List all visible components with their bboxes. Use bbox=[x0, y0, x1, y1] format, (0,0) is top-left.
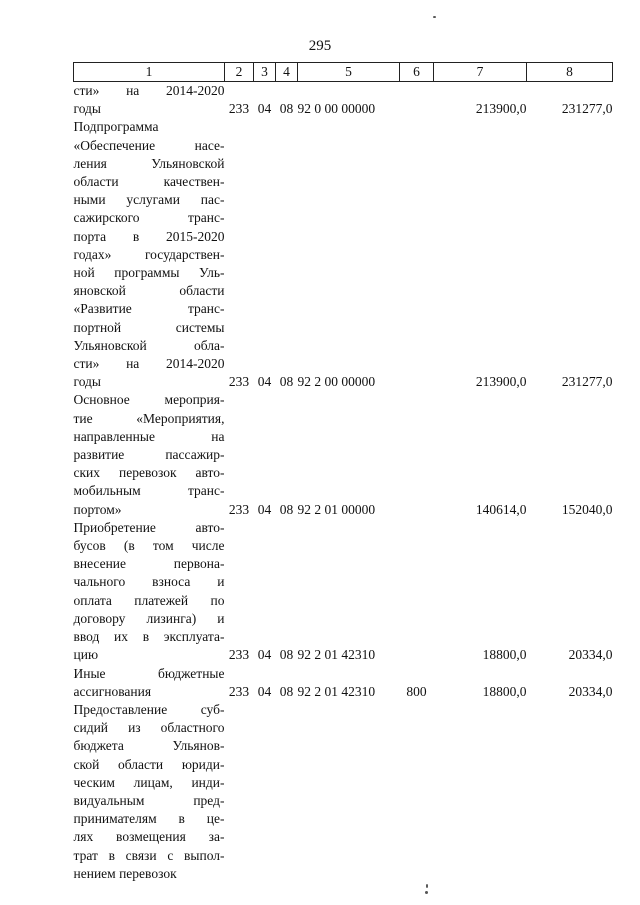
subsection-code-2: 08 bbox=[279, 501, 294, 517]
section-code: 233 bbox=[228, 374, 250, 390]
target-article-code: 92 2 01 00000 bbox=[297, 501, 376, 517]
subsection-code: 04 bbox=[257, 501, 272, 517]
subsection-code: 04 bbox=[257, 647, 272, 663]
row-description bbox=[74, 519, 225, 665]
row-description bbox=[74, 391, 225, 518]
description-line: Основное мероприя- bbox=[73, 392, 225, 408]
amount-year-1: 18800,0 bbox=[482, 683, 527, 699]
subsection-code bbox=[254, 701, 276, 883]
target-article-code bbox=[298, 701, 400, 883]
description-line: ских перевозок авто- bbox=[73, 465, 225, 481]
description-line: сти» на 2014-2020 bbox=[73, 356, 225, 372]
column-header: 5 bbox=[298, 63, 400, 82]
subsection-code: 04 bbox=[257, 374, 272, 390]
row-description bbox=[74, 82, 225, 119]
description-line: ческим лицам, инди- bbox=[73, 774, 225, 790]
description-line: Иные бюджетные bbox=[73, 665, 225, 681]
column-header-row bbox=[74, 63, 613, 82]
description-line: «Развитие транс- bbox=[73, 301, 225, 317]
expense-type-code bbox=[400, 118, 434, 391]
table-row bbox=[74, 391, 613, 518]
amount-year-1: 140614,0 bbox=[475, 501, 527, 517]
row-description bbox=[74, 701, 225, 883]
amount-year-1: 213900,0 bbox=[475, 374, 527, 390]
description-line: области качествен- bbox=[73, 174, 225, 190]
expense-type-code bbox=[400, 391, 434, 518]
amount-year-1 bbox=[434, 701, 527, 883]
subsection-code: 04 bbox=[257, 683, 272, 699]
description-line: тие «Мероприятия, bbox=[73, 410, 225, 426]
table-row bbox=[74, 701, 613, 883]
description-line: направленные на bbox=[73, 428, 225, 444]
subsection-code-2: 08 bbox=[279, 101, 294, 117]
amount-year-2: 20334,0 bbox=[568, 683, 613, 699]
expense-type-code bbox=[400, 519, 434, 665]
row-description bbox=[74, 665, 225, 701]
amount-year-2: 152040,0 bbox=[561, 501, 613, 517]
column-header: 4 bbox=[276, 63, 298, 82]
description-line: бусов (в том числе bbox=[73, 538, 225, 554]
description-line: годах» государствен- bbox=[73, 246, 225, 262]
column-header: 1 bbox=[74, 63, 225, 82]
description-line: годы bbox=[73, 374, 102, 390]
page-number: 295 bbox=[308, 38, 332, 54]
description-line: бюджета Ульянов- bbox=[73, 738, 225, 754]
subsection-code: 04 bbox=[257, 101, 272, 117]
column-header: 6 bbox=[400, 63, 434, 82]
expense-type-code: 800 bbox=[406, 683, 427, 699]
description-line: порта в 2015-2020 bbox=[73, 228, 225, 244]
subsection-code-2: 08 bbox=[279, 647, 294, 663]
description-line: «Обеспечение насе- bbox=[73, 137, 225, 153]
description-line: внесение первона- bbox=[73, 556, 225, 572]
expense-type-code bbox=[400, 82, 434, 119]
table-row bbox=[74, 118, 613, 391]
description-line: ассигнования bbox=[73, 683, 152, 699]
description-line: Ульяновской обла- bbox=[73, 337, 225, 353]
target-article-code: 92 2 01 42310 bbox=[297, 683, 376, 699]
amount-year-2: 231277,0 bbox=[561, 374, 613, 390]
table-row bbox=[74, 519, 613, 665]
amount-year-2: 231277,0 bbox=[561, 101, 613, 117]
section-code bbox=[225, 701, 254, 883]
description-line: Приобретение авто- bbox=[73, 519, 225, 535]
section-code: 233 bbox=[228, 501, 250, 517]
section-code: 233 bbox=[228, 647, 250, 663]
description-line: принимателям в це- bbox=[73, 811, 225, 827]
column-header: 7 bbox=[434, 63, 527, 82]
description-line: годы bbox=[73, 101, 102, 117]
column-header: 8 bbox=[527, 63, 613, 82]
description-line: ввод их в эксплуата- bbox=[73, 629, 225, 645]
description-line: ской области юриди- bbox=[73, 756, 225, 772]
description-line: договору лизинга) и bbox=[73, 610, 225, 626]
expense-type-code bbox=[400, 701, 434, 883]
description-line: портной системы bbox=[73, 319, 225, 335]
description-line: ления Ульяновской bbox=[73, 155, 225, 171]
scan-speck bbox=[433, 16, 436, 18]
scan-speck bbox=[425, 891, 428, 894]
description-line: мобильным транс- bbox=[73, 483, 225, 499]
target-article-code: 92 0 00 00000 bbox=[297, 101, 376, 117]
amount-year-1: 18800,0 bbox=[482, 647, 527, 663]
description-line: развитие пассажир- bbox=[73, 447, 225, 463]
amount-year-1: 213900,0 bbox=[475, 101, 527, 117]
subsection-code-2: 08 bbox=[279, 374, 294, 390]
row-description bbox=[74, 118, 225, 391]
table-row bbox=[74, 665, 613, 701]
column-header: 2 bbox=[225, 63, 254, 82]
description-line: нением перевозок bbox=[73, 865, 177, 881]
description-line: цию bbox=[73, 647, 99, 663]
target-article-code: 92 2 01 42310 bbox=[297, 647, 376, 663]
table-row bbox=[74, 82, 613, 119]
target-article-code: 92 2 00 00000 bbox=[297, 374, 376, 390]
scan-speck bbox=[426, 884, 428, 888]
section-code: 233 bbox=[228, 101, 250, 117]
description-line: оплата платежей по bbox=[73, 592, 225, 608]
column-header: 3 bbox=[254, 63, 276, 82]
description-line: трат в связи с выпол- bbox=[73, 847, 225, 863]
description-line: портом» bbox=[73, 501, 122, 517]
description-line: лях возмещения за- bbox=[73, 829, 225, 845]
description-line: Предоставление суб- bbox=[73, 701, 225, 717]
subsection-code-2 bbox=[276, 701, 298, 883]
description-line: сидий из областного bbox=[73, 720, 225, 736]
description-line: ными услугами пас- bbox=[73, 192, 225, 208]
description-line: сти» на 2014-2020 bbox=[73, 83, 225, 98]
description-line: сажирского транс- bbox=[73, 210, 225, 226]
section-code: 233 bbox=[228, 683, 250, 699]
description-line: чального взноса и bbox=[73, 574, 225, 590]
amount-year-2 bbox=[527, 701, 613, 883]
subsection-code-2: 08 bbox=[279, 683, 294, 699]
description-line: яновской области bbox=[73, 283, 225, 299]
amount-year-2: 20334,0 bbox=[568, 647, 613, 663]
description-line: ной программы Уль- bbox=[73, 265, 225, 281]
description-line: Подпрограмма bbox=[73, 119, 159, 135]
budget-table bbox=[73, 62, 613, 883]
description-line: видуальным пред- bbox=[73, 792, 225, 808]
